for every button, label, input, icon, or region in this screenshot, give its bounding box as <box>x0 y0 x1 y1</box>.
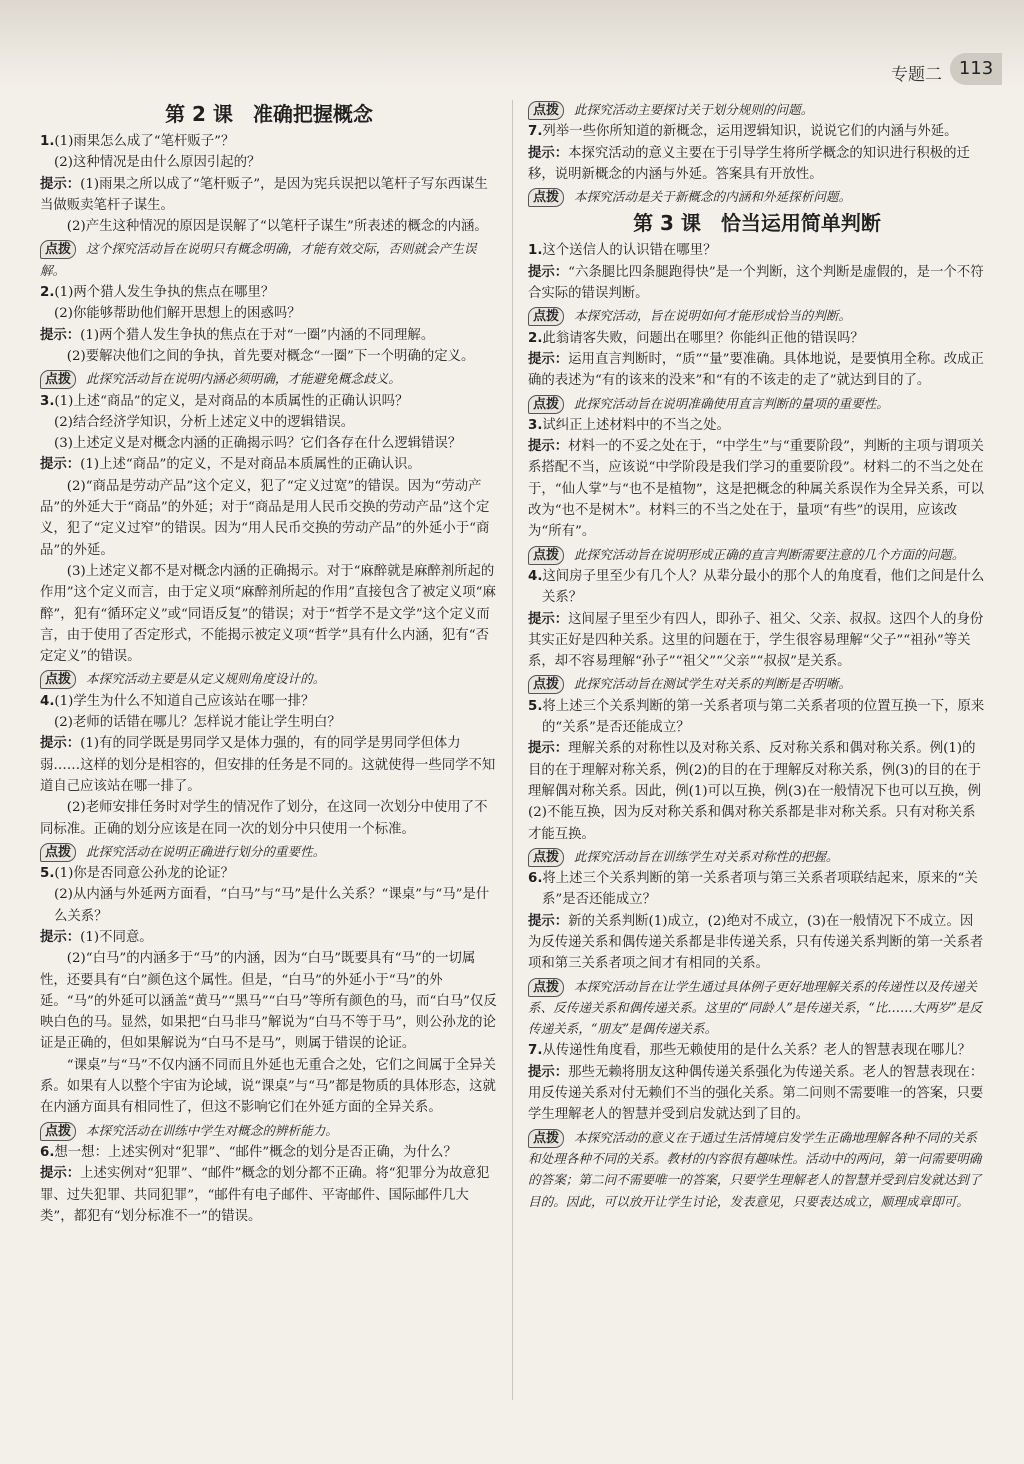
tip-note: 点拨 此探究活动旨在说明形成正确的直言判断需要注意的几个方面的问题。 <box>528 544 986 565</box>
question-number: 4. <box>40 693 55 709</box>
hint-label: 提示： <box>40 327 81 343</box>
lesson-2-title: 第 2 课 准确把握概念 <box>165 102 373 126</box>
hint-label: 提示： <box>40 457 81 473</box>
tip-note: 点拨 本探究活动在训练中学生对概念的辨析能力。 <box>40 1120 498 1141</box>
question-number: 7. <box>528 124 543 140</box>
tip-note: 点拨 此探究活动旨在说明内涵必须明确，才能避免概念歧义。 <box>40 368 498 389</box>
tip-badge: 点拨 <box>528 188 564 207</box>
question-item: 4.这间房子里至少有几个人？从辈分最小的那个人的角度看，他们之间是什么关系？ <box>528 568 985 606</box>
tip-note: 点拨 此探究活动旨在说明准确使用直言判断的量项的重要性。 <box>528 393 986 414</box>
question-item: 6.想一想：上述实例对“犯罪”、“邮件”概念的划分是否正确，为什么？ <box>40 1144 457 1160</box>
tip-note: 点拨 这个探究活动旨在说明只有概念明确，才能有效交际，否则就会产生误解。 <box>40 241 477 278</box>
tip-badge: 点拨 <box>40 370 76 389</box>
hint-paragraph: 提示：(1)有的同学既是男同学又是体力强的，有的同学是男同学但体力弱……这样的划分是相容的，但安排的任务是不同的。这就使得一些同学不知道自己应该站在哪一排了。 <box>40 736 496 794</box>
question-number: 1. <box>40 134 55 149</box>
left-column <box>40 98 498 1227</box>
question-item: 2.此翁请客失败，问题出在哪里？你能纠正他的错误吗？ <box>528 330 864 346</box>
sub-question: (2)结合经济学知识，分析上述定义中的逻辑错误。 <box>54 414 355 430</box>
hint-label: 提示： <box>528 741 569 757</box>
tip-note: 点拨 此探究活动旨在训练学生对关系对称性的把握。 <box>528 846 986 867</box>
hint-paragraph: 提示：本探究活动的意义主要在于引导学生将所学概念的知识进行积极的迁移，说明新概念的内涵与外延。答案具有开放性。 <box>528 145 970 182</box>
hint-label: 提示： <box>40 736 81 752</box>
tip-note: 点拨 此探究活动主要探讨关于划分规则的问题。 <box>528 99 986 120</box>
hint-paragraph: 提示：理解关系的对称性以及对称关系、反对称关系和偶对称关系。例(1)的目的在于理解对称关系，例(2)的目的在于理解反对称关系，例(3)的目的在于理解偶对称关系。因此，例(1)可以互换，例(3)在一般情况下也可以互换，例(2)不能互换，因为反对称关系和偶对称关系都是非对称关系。只有对称关系才能互换。 <box>528 741 982 842</box>
tip-note: 点拨 本探究活动，旨在说明如何才能形成恰当的判断。 <box>528 305 986 326</box>
hint-label: 提示： <box>40 1166 81 1182</box>
hint-paragraph: 提示：新的关系判断(1)成立，(2)绝对不成立，(3)在一般情况下不成立。因为反传递关系和偶传递关系都是非传递关系，只有传递关系判断的第一关系者项和第三关系者项之间才有相同的关系。 <box>528 913 984 972</box>
question-item: 7.列举一些你所知道的新概念，运用逻辑知识，说说它们的内涵与外延。 <box>528 124 958 140</box>
left-content <box>40 131 498 1227</box>
hint-paragraph: 提示：(1)两个猎人发生争执的焦点在于对“一圈”内涵的不同理解。 <box>40 327 435 343</box>
question-number: 3. <box>40 393 55 409</box>
question-number: 5. <box>40 866 55 882</box>
right-content-top <box>528 99 986 207</box>
question-item: 4.(1)学生为什么不知道自己应该站在哪一排？ <box>40 693 315 709</box>
tip-badge: 点拨 <box>528 546 564 565</box>
sub-question: (2)老师的话错在哪儿？怎样说才能让学生明白？ <box>54 715 341 731</box>
tip-badge: 点拨 <box>528 307 564 326</box>
tip-badge: 点拨 <box>528 395 564 414</box>
tip-badge: 点拨 <box>40 843 76 862</box>
question-item: 5.将上述三个关系判断的第一关系者项与第二关系者项的位置互换一下，原来的“关系”是否还能成立？ <box>528 698 985 736</box>
question-number: 4. <box>528 568 543 584</box>
question-item: 3.(1)上述“商品”的定义，是对商品的本质属性的正确认识吗？ <box>40 393 409 409</box>
tip-note: 点拨 此探究活动在说明正确进行划分的重要性。 <box>40 841 498 862</box>
hint-label: 提示： <box>40 176 81 192</box>
question-number: 1. <box>528 243 543 259</box>
hint-label: 提示： <box>528 1064 569 1080</box>
question-item: 3.试纠正上述材料中的不当之处。 <box>528 417 730 433</box>
hint-label: 提示： <box>528 145 569 161</box>
question-number: 7. <box>528 1043 543 1059</box>
question-item: 1.(1)雨果怎么成了“笔杆贩子”？ <box>40 134 235 149</box>
tip-note: 点拨 此探究活动旨在测试学生对关系的判断是否明晰。 <box>528 673 986 694</box>
sub-question: (2)这种情况是由什么原因引起的？ <box>54 155 261 171</box>
sub-question: (2)你能够帮助他们解开思想上的困惑吗？ <box>54 306 301 322</box>
hint-paragraph: 提示：这间屋子里至少有四人，即孙子、祖父、父亲、叔叔。这四个人的身份其实正好是四种关系。这里的问题在于，学生很容易理解“父子”“祖孙”等关系，却不容易理解“孙子”“祖父”“父亲”“叔叔”是关系。 <box>528 611 984 670</box>
hint-paragraph: 提示：运用直言判断时，“质”“量”要准确。具体地说，是要慎用全称。改成正确的表述为“有的该来的没来”和“有的不该走的走了”就达到目的了。 <box>528 351 984 389</box>
right-column <box>528 98 986 1213</box>
hint-label: 提示： <box>528 351 569 367</box>
question-item: 6.将上述三个关系判断的第一关系者项与第三关系者项联结起来，原来的“关系”是否还能成立？ <box>528 871 978 908</box>
hint-paragraph: 提示：(1)雨果之所以成了“笔杆贩子”，是因为宪兵误把以笔杆子写东西谋生当做贩卖笔杆子谋生。 <box>40 176 488 213</box>
page-header <box>0 0 1024 88</box>
hint-paragraph: 提示：上述实例对“犯罪”、“邮件”概念的划分都不正确。将“犯罪分为故意犯罪、过失犯罪、共同犯罪”，“邮件有电子邮件、平寄邮件、国际邮件几大类”，都犯有“划分标准不一”的错误。 <box>40 1166 490 1224</box>
hint-label: 提示： <box>528 264 569 280</box>
page-number: 113 <box>950 53 1002 85</box>
sub-question: (3)上述定义是对概念内涵的正确揭示吗？它们各存在什么逻辑错误？ <box>54 436 462 452</box>
question-item: 5.(1)你是否同意公孙龙的论证？ <box>40 866 235 882</box>
tip-badge: 点拨 <box>528 101 564 120</box>
tip-note: 点拨 本探究活动的意义在于通过生活情境启发学生正确地理解各种不同的关系和处理各种不同的关系。教材的内容很有趣味性。活动中的两问，第一问需要明确的答案；第二问不需要唯一的答案，只要学生理解老人的智慧并受到启发就达到了目的。因此，可以放开让学生讨论，发表意见，只要表达成立，顺理成章即可。 <box>528 1129 982 1209</box>
hint-label: 提示： <box>40 929 81 945</box>
tip-badge: 点拨 <box>528 1129 564 1148</box>
hint-label: 提示： <box>528 913 569 929</box>
hint-label: 提示： <box>528 611 569 627</box>
tip-badge: 点拨 <box>40 240 76 259</box>
answer-paragraph: (2)要解决他们之间的争执，首先要对概念“一圈”下一个明确的定义。 <box>66 348 475 364</box>
hint-paragraph: 提示：(1)上述“商品”的定义，不是对商品本质属性的正确认识。 <box>40 457 421 473</box>
right-content-bottom <box>528 240 986 1211</box>
section-title: 专题二 <box>891 65 942 85</box>
question-item: 1.这个送信人的认识错在哪里？ <box>528 243 717 259</box>
question-number: 5. <box>528 698 543 714</box>
answer-paragraph: (3)上述定义都不是对概念内涵的正确揭示。对于“麻醉就是麻醉剂所起的作用”这个定义而言，由于定义项“麻醉剂所起的作用”直接包含了被定义项“麻醉”，犯有“循环定义”或“同语反复”的错误；对于“哲学不是文学”这个定义而言，由于使用了否定形式，不能揭示被定义项“哲学”具有什么内涵，犯有“否定定义”的错误。 <box>40 563 496 665</box>
question-number: 3. <box>528 417 543 433</box>
hint-label: 提示： <box>528 439 569 455</box>
lesson-3-title: 第 3 课 恰当运用简单判断 <box>633 211 881 236</box>
tip-badge: 点拨 <box>40 670 76 689</box>
hint-paragraph: 提示：那些无赖将朋友这种偶传递关系强化为传递关系。老人的智慧表现在：用反传递关系对付无赖们不当的强化关系。第二问则不需要唯一的答案，只要学生理解老人的智慧并受到启发就达到了目的。 <box>528 1064 984 1123</box>
hint-paragraph: 提示：“六条腿比四条腿跑得快”是一个判断，这个判断是虚假的，是一个不符合实际的错误判断。 <box>528 264 984 302</box>
question-number: 6. <box>528 871 543 887</box>
question-number: 2. <box>40 285 55 301</box>
column-divider <box>512 100 513 1400</box>
tip-badge: 点拨 <box>528 675 564 694</box>
tip-badge: 点拨 <box>528 848 564 867</box>
tip-note: 点拨 本探究活动主要是从定义规则角度设计的。 <box>40 668 498 689</box>
answer-paragraph: (2)产生这种情况的原因是误解了“以笔杆子谋生”所表述的概念的内涵。 <box>66 219 488 235</box>
answer-paragraph: (2)“商品是劳动产品”这个定义，犯了“定义过宽”的错误。因为“劳动产品”的外延大于“商品”的外延；对于“商品是用人民币交换的劳动产品”这个定义，犯了“定义过窄”的错误。因为“用人民币交换的劳动产品”的外延小于“商品”的外延。 <box>40 478 490 558</box>
tip-badge: 点拨 <box>40 1122 76 1141</box>
hint-paragraph: 提示：材料一的不妥之处在于，“中学生”与“重要阶段”，判断的主项与谓项关系搭配不当，应该说“中学阶段是我们学习的重要阶段”。材料二的不当之处在于，“仙人掌”与“也不是植物”，这是把概念的种属关系误作为全异关系，可以改为“也不是树木”。材料三的不当之处在于，量项“有些”的误用，应该改为“所有”。 <box>528 439 984 540</box>
hint-paragraph: 提示：(1)不同意。 <box>40 929 153 945</box>
answer-paragraph: (2)老师安排任务时对学生的情况作了划分，在这同一次划分中使用了不同标准。正确的划分应该是在同一次的划分中只使用一个标准。 <box>40 800 488 837</box>
answer-paragraph: (2)“白马”的内涵多于“马”的内涵，因为“白马”既要具有“马”的一切属性，还要具有“白”颜色这个属性。但是，“白马”的外延小于“马”的外延。“马”的外延可以涵盖“黄马”“黑马”“白马”等所有颜色的马，而“白马”仅反映白色的马。显然，如果把“白马非马”解说为“白马不等于马”，则公孙龙的论证是正确的，但如果解说为“白马不是马”，则属于错误的论证。 <box>40 951 497 1052</box>
answer-paragraph: “课桌”与“马”不仅内涵不同而且外延也无重合之处，它们之间属于全异关系。如果有人以整个宇宙为论域，说“课桌”与“马”都是物质的具体形态，这就在内涵方面具有相同性了，但这不影响它们在外延方面的全异关系。 <box>40 1057 496 1116</box>
tip-note: 点拨 本探究活动旨在让学生通过具体例子更好地理解关系的传递性以及传递关系、反传递关系和偶传递关系。这里的“同龄人”是传递关系，“比……大两岁”是反传递关系，“朋友”是偶传递关系。 <box>528 978 982 1037</box>
question-item: 7.从传递性角度看，那些无赖使用的是什么关系？老人的智慧表现在哪儿？ <box>528 1043 971 1059</box>
tip-badge: 点拨 <box>528 978 564 997</box>
tip-note: 点拨 本探究活动是关于新概念的内涵和外延探析问题。 <box>528 186 986 207</box>
question-number: 6. <box>40 1144 55 1160</box>
question-number: 2. <box>528 330 543 346</box>
question-item: 2.(1)两个猎人发生争执的焦点在哪里？ <box>40 285 275 301</box>
sub-question: (2)从内涵与外延两方面看，“白马”与“马”是什么关系？“课桌”与“马”是什么关系？ <box>54 887 490 924</box>
